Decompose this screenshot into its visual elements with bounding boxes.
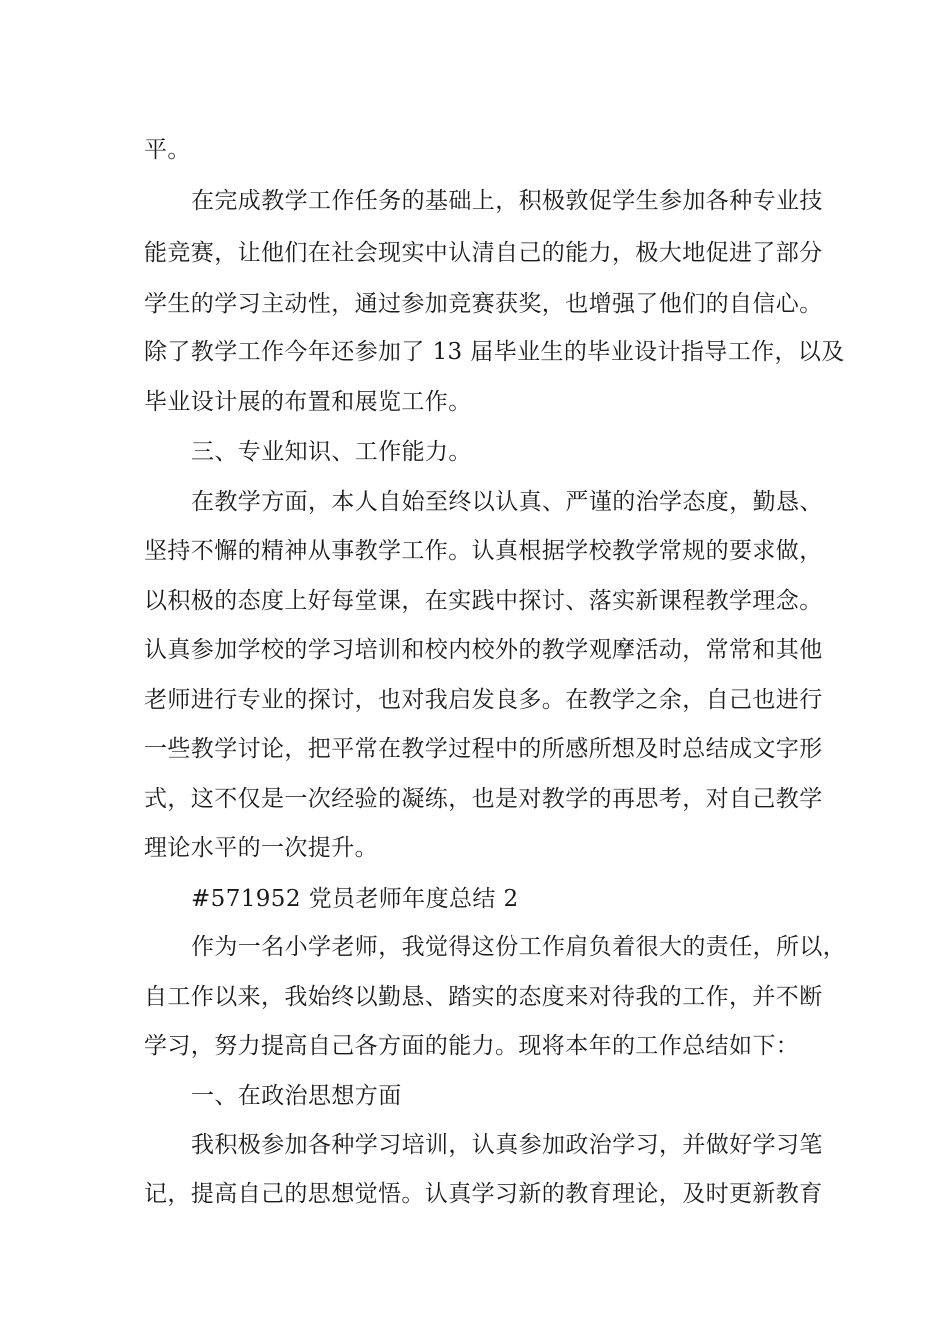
text-line: 记，提高自己的思想觉悟。认真学习新的教育理论，及时更新教育 xyxy=(144,1181,823,1207)
section-title: #571952 党员老师年度总结 2 xyxy=(191,886,519,912)
text-line: 在教学方面，本人自始至终以认真、严谨的治学态度，勤恳、 xyxy=(191,489,823,515)
text-line: 一些教学讨论，把平常在教学过程中的所感所想及时总结成文字形 xyxy=(144,736,823,762)
text-line: 除了教学工作今年还参加了 13 届毕业生的毕业设计指导工作，以及 xyxy=(144,339,845,365)
text-line: 以积极的态度上好每堂课，在实践中探讨、落实新课程教学理念。 xyxy=(144,588,823,614)
text-line: 学习，努力提高自己各方面的能力。现将本年的工作总结如下： xyxy=(144,1033,800,1059)
text-line: 平。 xyxy=(144,137,191,163)
section-heading: 三、专业知识、工作能力。 xyxy=(191,439,472,465)
text-line: 作为一名小学老师，我觉得这份工作肩负着很大的责任，所以， xyxy=(191,934,847,960)
text-line: 学生的学习主动性，通过参加竞赛获奖，也增强了他们的自信心。 xyxy=(144,291,823,317)
text-line: 能竞赛，让他们在社会现实中认清自己的能力，极大地促进了部分 xyxy=(144,240,823,266)
text-line: 认真参加学校的学习培训和校内校外的教学观摩活动，常常和其他 xyxy=(144,637,823,663)
text-line: 坚持不懈的精神从事教学工作。认真根据学校教学常规的要求做， xyxy=(144,538,823,564)
text-line: 毕业设计展的布置和展览工作。 xyxy=(144,389,472,415)
section-heading: 一、在政治思想方面 xyxy=(191,1083,402,1109)
text-line: 在完成教学工作任务的基础上，积极敦促学生参加各种专业技 xyxy=(191,188,823,214)
text-line: 式，这不仅是一次经验的凝练，也是对教学的再思考，对自己教学 xyxy=(144,786,823,812)
text-line: 理论水平的一次提升。 xyxy=(144,835,378,861)
text-line: 老师进行专业的探讨，也对我启发良多。在教学之余，自己也进行 xyxy=(144,687,823,713)
text-line: 自工作以来，我始终以勤恳、踏实的态度来对待我的工作，并不断 xyxy=(144,984,823,1010)
text-line: 我积极参加各种学习培训，认真参加政治学习，并做好学习笔 xyxy=(191,1132,823,1158)
